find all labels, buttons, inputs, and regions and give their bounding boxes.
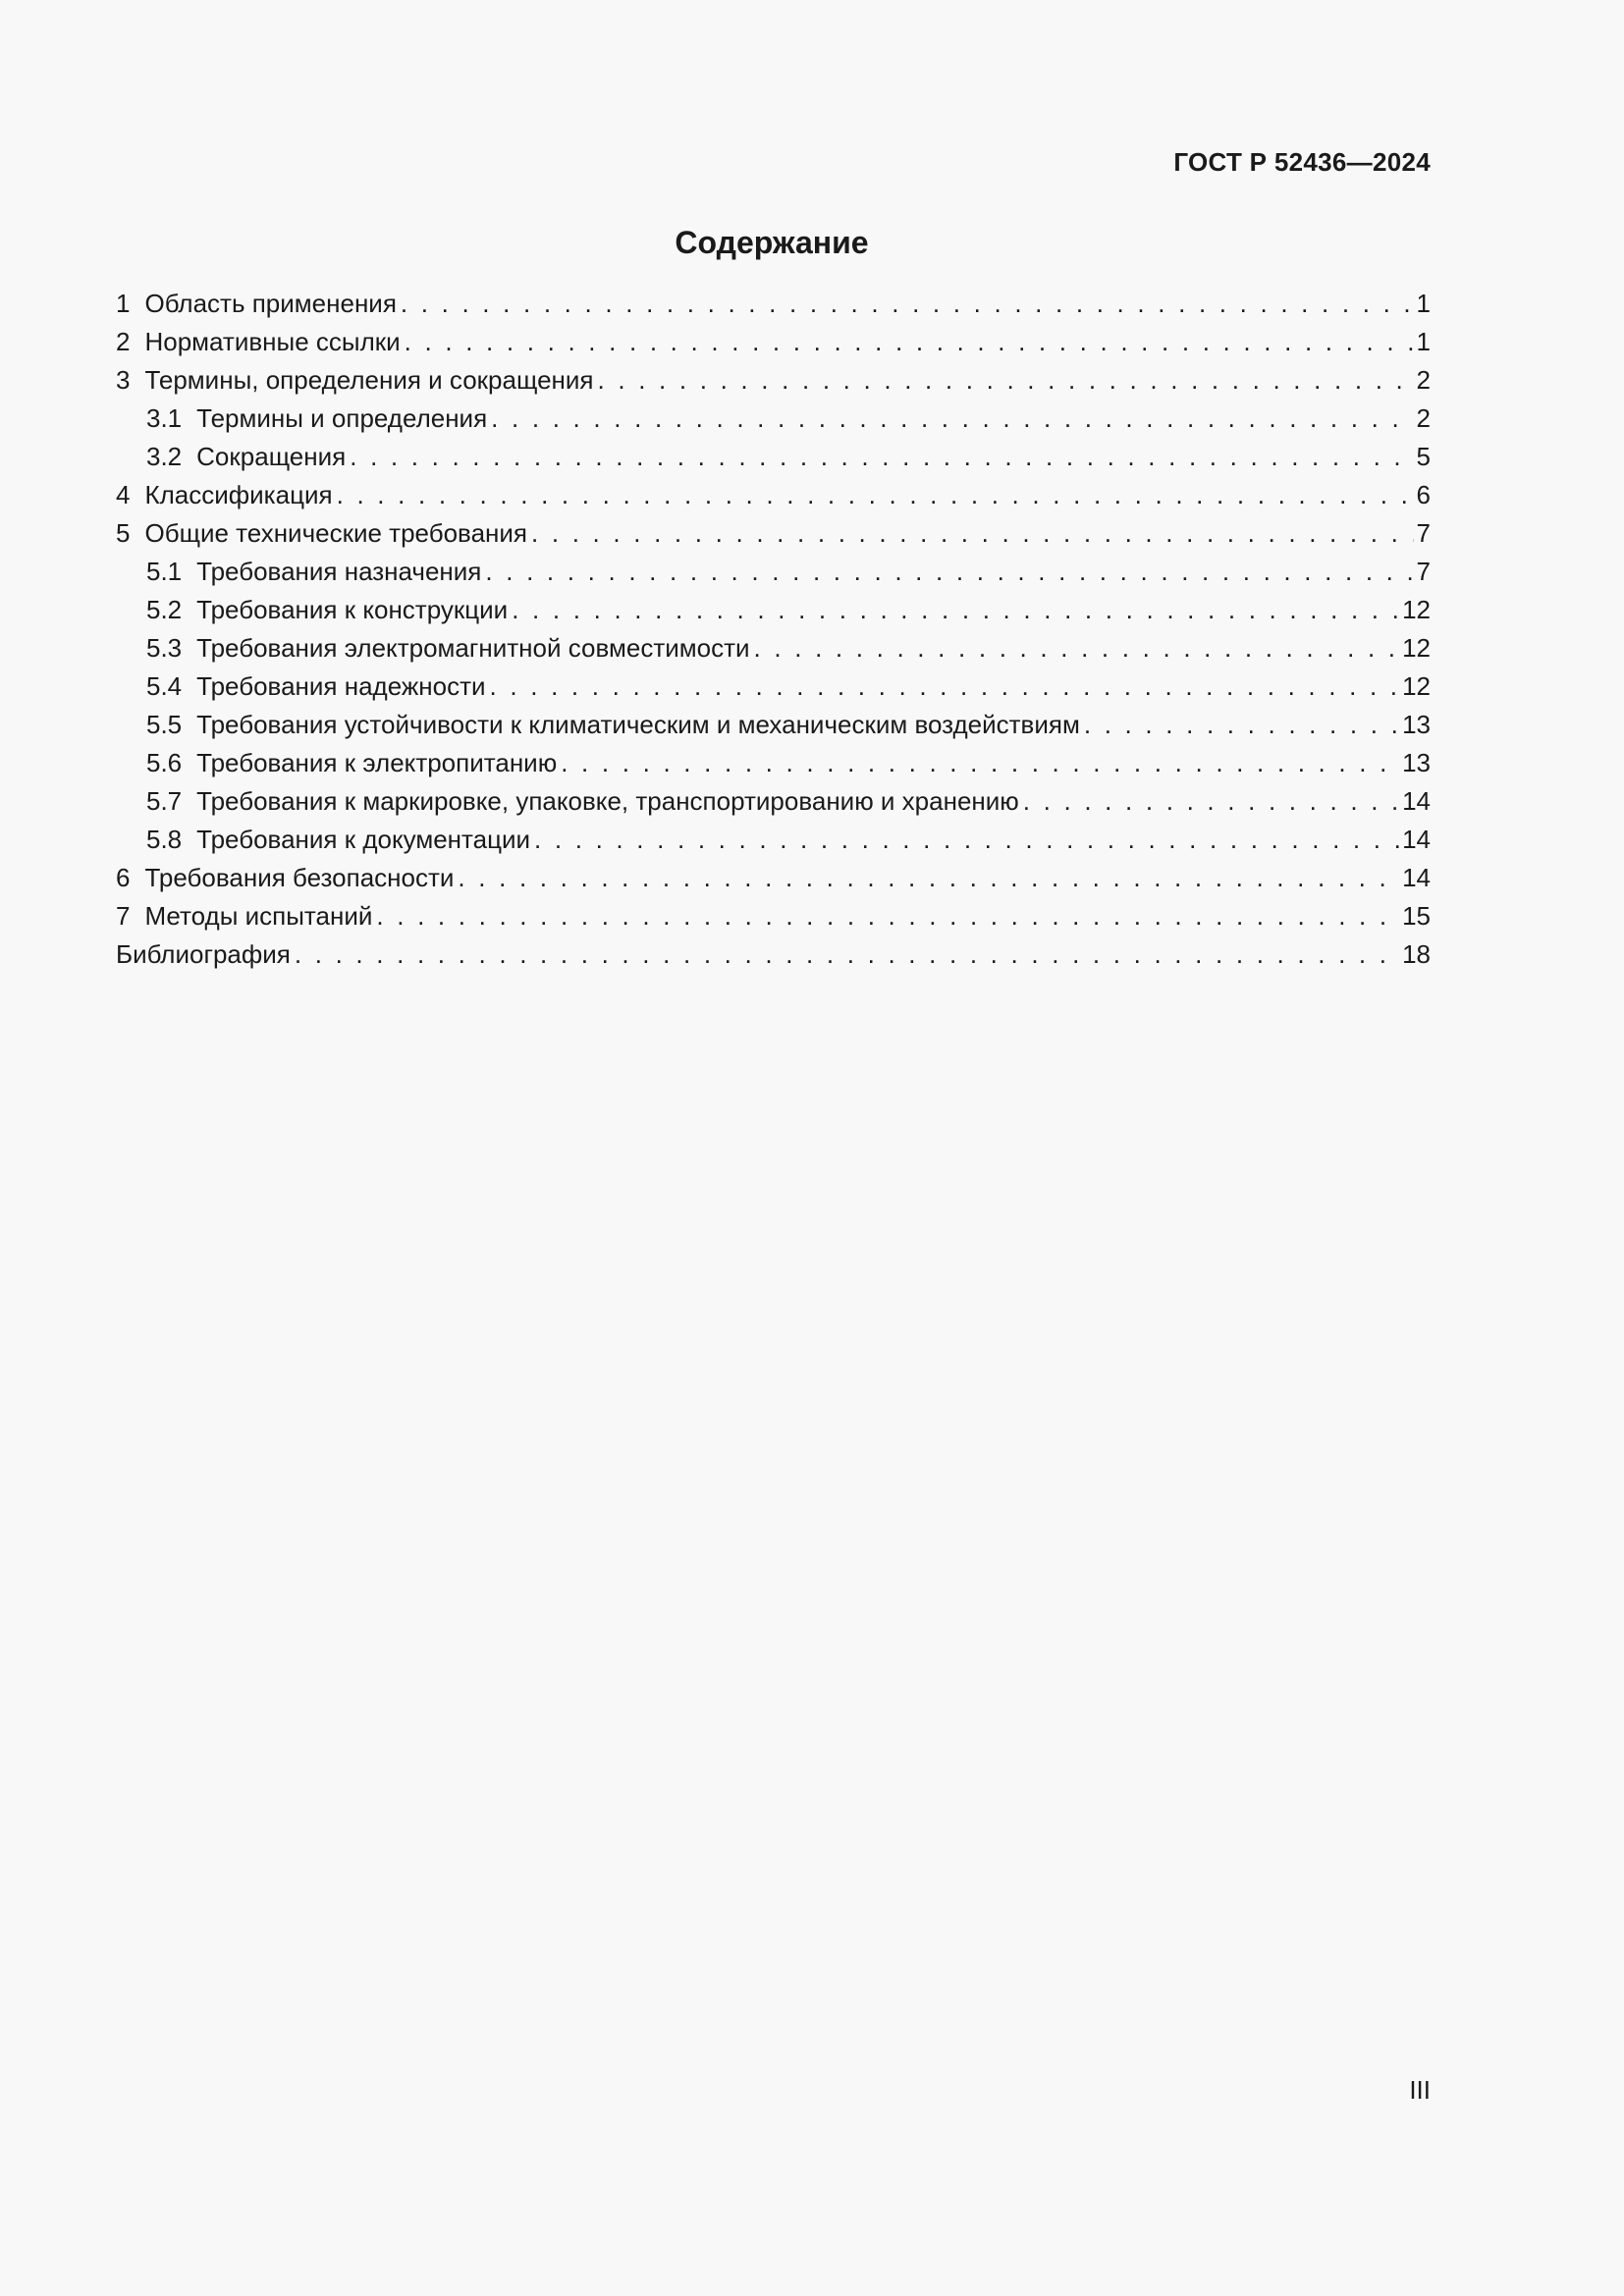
toc-entry-number: 5.5 bbox=[146, 710, 183, 739]
toc-dot-leader bbox=[376, 901, 1399, 932]
toc-entry-page: 1 bbox=[1416, 289, 1431, 318]
toc-dot-leader bbox=[491, 403, 1413, 434]
toc-dot-leader bbox=[534, 825, 1399, 855]
toc-entry-number: 1 bbox=[116, 289, 131, 318]
toc-dot-leader bbox=[350, 442, 1413, 472]
toc-entry-bibliography[interactable] bbox=[116, 939, 1431, 978]
toc-entry-page: 7 bbox=[1416, 557, 1431, 586]
toc-subentry[interactable] bbox=[116, 825, 1431, 863]
toc-entry-number: 4 bbox=[116, 480, 131, 509]
toc-entry-page: 6 bbox=[1416, 480, 1431, 509]
toc-entry-number: 6 bbox=[116, 863, 131, 892]
toc-entry-page: 2 bbox=[1416, 365, 1431, 395]
toc-entry-number: 5.2 bbox=[146, 595, 183, 624]
toc-entry-title: Требования к электропитанию bbox=[196, 748, 558, 777]
toc-entry-page: 13 bbox=[1402, 748, 1431, 777]
toc-entry-number: 7 bbox=[116, 901, 131, 931]
toc-entry-page: 18 bbox=[1402, 939, 1431, 969]
toc-entry-title: Требования назначения bbox=[196, 557, 482, 586]
toc-entry[interactable] bbox=[116, 480, 1431, 518]
table-of-contents bbox=[116, 289, 1431, 978]
page-number: III bbox=[1409, 2075, 1431, 2105]
toc-entry-page: 13 bbox=[1402, 710, 1431, 739]
toc-subentry[interactable] bbox=[116, 557, 1431, 595]
toc-dot-leader bbox=[561, 748, 1399, 778]
toc-dot-leader bbox=[295, 939, 1399, 970]
toc-entry-number: 3.1 bbox=[146, 403, 183, 433]
toc-subentry[interactable] bbox=[116, 633, 1431, 671]
toc-dot-leader bbox=[458, 863, 1399, 893]
toc-entry-page: 12 bbox=[1402, 595, 1431, 624]
toc-entry-number: 5.3 bbox=[146, 633, 183, 663]
toc-entry-title: Требования к конструкции bbox=[196, 595, 509, 624]
toc-entry-title: Требования к маркировке, упаковке, транспортированию и хранению bbox=[196, 786, 1019, 816]
toc-entry-title: Методы испытаний bbox=[144, 901, 373, 931]
toc-entry-page: 7 bbox=[1416, 518, 1431, 548]
toc-dot-leader bbox=[401, 289, 1414, 319]
toc-entry-page: 2 bbox=[1416, 403, 1431, 433]
toc-entry-title: Требования электромагнитной совместимости bbox=[196, 633, 750, 663]
toc-dot-leader bbox=[490, 671, 1400, 702]
toc-dot-leader bbox=[1023, 786, 1399, 817]
toc-entry-title: Нормативные ссылки bbox=[144, 327, 401, 356]
toc-entry[interactable] bbox=[116, 365, 1431, 403]
toc-subentry[interactable] bbox=[116, 671, 1431, 710]
toc-entry-page: 14 bbox=[1402, 825, 1431, 854]
toc-dot-leader bbox=[485, 557, 1413, 587]
toc-entry-title: Требования безопасности bbox=[144, 863, 455, 892]
toc-dot-leader bbox=[598, 365, 1414, 396]
toc-dot-leader bbox=[337, 480, 1414, 510]
toc-entry-title: Термины, определения и сокращения bbox=[144, 365, 594, 395]
toc-entry-number: 3 bbox=[116, 365, 131, 395]
toc-entry-page: 5 bbox=[1416, 442, 1431, 471]
toc-entry-title: Сокращения bbox=[196, 442, 347, 471]
toc-entry-number: 5.6 bbox=[146, 748, 183, 777]
toc-subentry[interactable] bbox=[116, 786, 1431, 825]
toc-entry-page: 1 bbox=[1416, 327, 1431, 356]
toc-dot-leader bbox=[531, 518, 1414, 549]
toc-entry[interactable] bbox=[116, 901, 1431, 939]
toc-entry-title: Термины и определения bbox=[196, 403, 488, 433]
toc-entry[interactable] bbox=[116, 289, 1431, 327]
toc-dot-leader bbox=[512, 595, 1399, 625]
document-code: ГОСТ Р 52436—2024 bbox=[1173, 147, 1431, 177]
toc-entry-page: 14 bbox=[1402, 863, 1431, 892]
toc-entry-page: 12 bbox=[1402, 633, 1431, 663]
toc-entry-title: Общие технические требования bbox=[144, 518, 527, 548]
toc-entry-title: Требования устойчивости к климатическим и механическим воздействиям bbox=[196, 710, 1080, 739]
toc-entry[interactable] bbox=[116, 327, 1431, 365]
toc-entry-number: 5.4 bbox=[146, 671, 183, 701]
toc-entry-title: Библиография bbox=[116, 939, 291, 969]
toc-dot-leader bbox=[754, 633, 1400, 664]
toc-entry-number: 5 bbox=[116, 518, 131, 548]
toc-entry-title: Классификация bbox=[144, 480, 333, 509]
toc-entry-page: 12 bbox=[1402, 671, 1431, 701]
toc-entry-title: Требования к документации bbox=[196, 825, 531, 854]
toc-entry[interactable] bbox=[116, 518, 1431, 557]
toc-entry-title: Требования надежности bbox=[196, 671, 486, 701]
toc-subentry[interactable] bbox=[116, 748, 1431, 786]
toc-entry-number: 5.7 bbox=[146, 786, 183, 816]
toc-entry-number: 3.2 bbox=[146, 442, 183, 471]
toc-entry-page: 15 bbox=[1402, 901, 1431, 931]
toc-entry[interactable] bbox=[116, 863, 1431, 901]
toc-entry-page: 14 bbox=[1402, 786, 1431, 816]
toc-entry-number: 5.1 bbox=[146, 557, 183, 586]
toc-dot-leader bbox=[1084, 710, 1399, 740]
toc-title: Содержание bbox=[675, 225, 869, 260]
toc-entry-number: 2 bbox=[116, 327, 131, 356]
toc-subentry[interactable] bbox=[116, 595, 1431, 633]
toc-dot-leader bbox=[405, 327, 1414, 357]
toc-entry-number: 5.8 bbox=[146, 825, 183, 854]
toc-entry-title: Область применения bbox=[144, 289, 397, 318]
toc-subentry[interactable] bbox=[116, 710, 1431, 748]
toc-subentry[interactable] bbox=[116, 403, 1431, 442]
toc-subentry[interactable] bbox=[116, 442, 1431, 480]
